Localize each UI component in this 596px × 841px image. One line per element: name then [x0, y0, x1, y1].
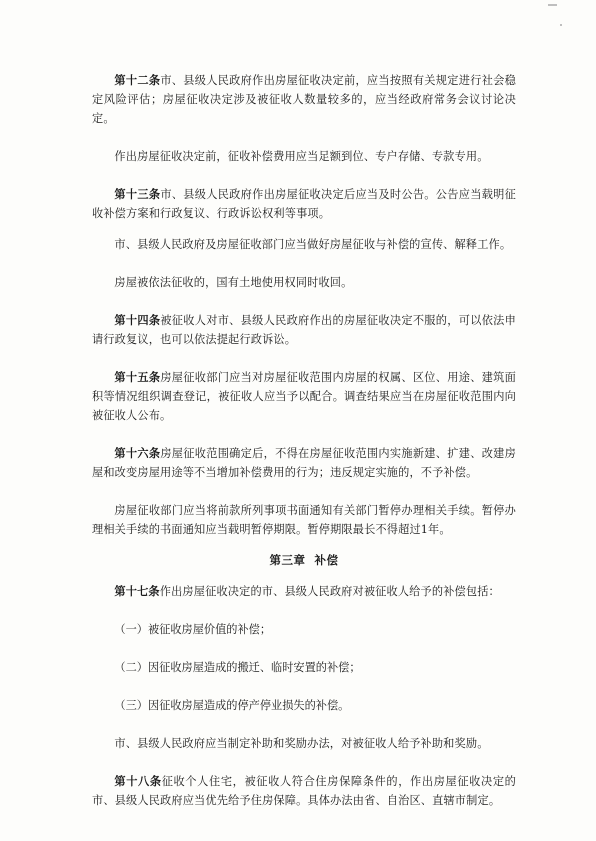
document-body [92, 71, 516, 810]
paragraph-text: 市、县级人民政府作出房屋征收决定后应当及时公告。公告应当载明征收补偿方案和行政复议、行政诉讼权利等事项。 [92, 188, 516, 220]
article-number: 第十六条 [114, 446, 161, 460]
paragraph-text: 房屋征收部门应当将前款所列事项书面通知有关部门暂停办理相关手续。暂停办理相关手续的书面通知应当载明暂停期限。暂停期限最长不得超过1年。 [92, 504, 516, 536]
paragraph-text: 房屋征收范围确定后，不得在房屋征收范围内实施新建、扩建、改建房屋和改变房屋用途等不当增加补偿费用的行为；违反规定实施的，不予补偿。 [92, 447, 516, 479]
list-item: （三）因征收房屋造成的停产停业损失的补偿。 [114, 699, 350, 712]
article-number: 第十二条 [114, 73, 161, 87]
paragraph-article-15 [92, 368, 516, 425]
paragraph-text: 市、县级人民政府及房屋征收部门应当做好房屋征收与补偿的宣传、解释工作。 [114, 238, 512, 251]
article-number: 第十八条 [114, 774, 162, 788]
article-number: 第十五条 [114, 370, 161, 384]
scan-speck [548, 4, 557, 6]
paragraph-text: 被征收人对市、县级人民政府作出的房屋征收决定不服的，可以依法申请行政复议，也可以依法提起行政诉讼。 [92, 314, 516, 346]
paragraph-funding [92, 147, 516, 166]
paragraph-land-right [92, 273, 516, 292]
paragraph-article-18 [92, 772, 516, 810]
paragraph-publicity [92, 235, 516, 254]
paragraph-text: 房屋征收部门应当对房屋征收范围内房屋的权属、区位、用途、建筑面积等情况组织调查登记，被征收人应当予以配合。调查结果应当在房屋征收范围内向被征收人公布。 [92, 371, 516, 422]
paragraph-article-12 [92, 71, 516, 128]
paragraph-suspension [92, 501, 516, 539]
paragraph-article-14 [92, 311, 516, 349]
article-number: 第十七条 [114, 584, 160, 598]
paragraph-text: 征收个人住宅，被征收人符合住房保障条件的，作出房屋征收决定的市、县级人民政府应当优先给予住房保障。具体办法由省、自治区、直辖市制定。 [92, 775, 516, 807]
article-number: 第十四条 [114, 313, 161, 327]
list-item: （二）因征收房屋造成的搬迁、临时安置的补偿； [114, 661, 361, 674]
scan-speck [560, 24, 562, 26]
paragraph-subsidy [92, 734, 516, 753]
paragraph-text: 作出房屋征收决定前，征收补偿费用应当足额到位、专户存储、专款专用。 [114, 150, 489, 163]
paragraph-text: 市、县级人民政府应当制定补助和奖励办法，对被征收人给予补助和奖励。 [114, 737, 489, 750]
paragraph-article-13 [92, 185, 516, 223]
paragraph-text: 作出房屋征收决定的市、县级人民政府对被征收人给予的补偿包括： [159, 585, 500, 598]
chapter-title: 第三章 补偿 [269, 553, 339, 567]
paragraph-text: 房屋被依法征收的，国有土地使用权同时收回。 [114, 276, 353, 289]
paragraph-article-17 [92, 582, 516, 601]
paragraph-text: 市、县级人民政府作出房屋征收决定前，应当按照有关规定进行社会稳定风险评估；房屋征收决定涉及被征收人数量较多的，应当经政府常务会议讨论决定。 [92, 74, 516, 125]
list-item: （一）被征收房屋价值的补偿； [114, 623, 272, 636]
article-number: 第十三条 [114, 187, 161, 201]
paragraph-article-16 [92, 444, 516, 482]
